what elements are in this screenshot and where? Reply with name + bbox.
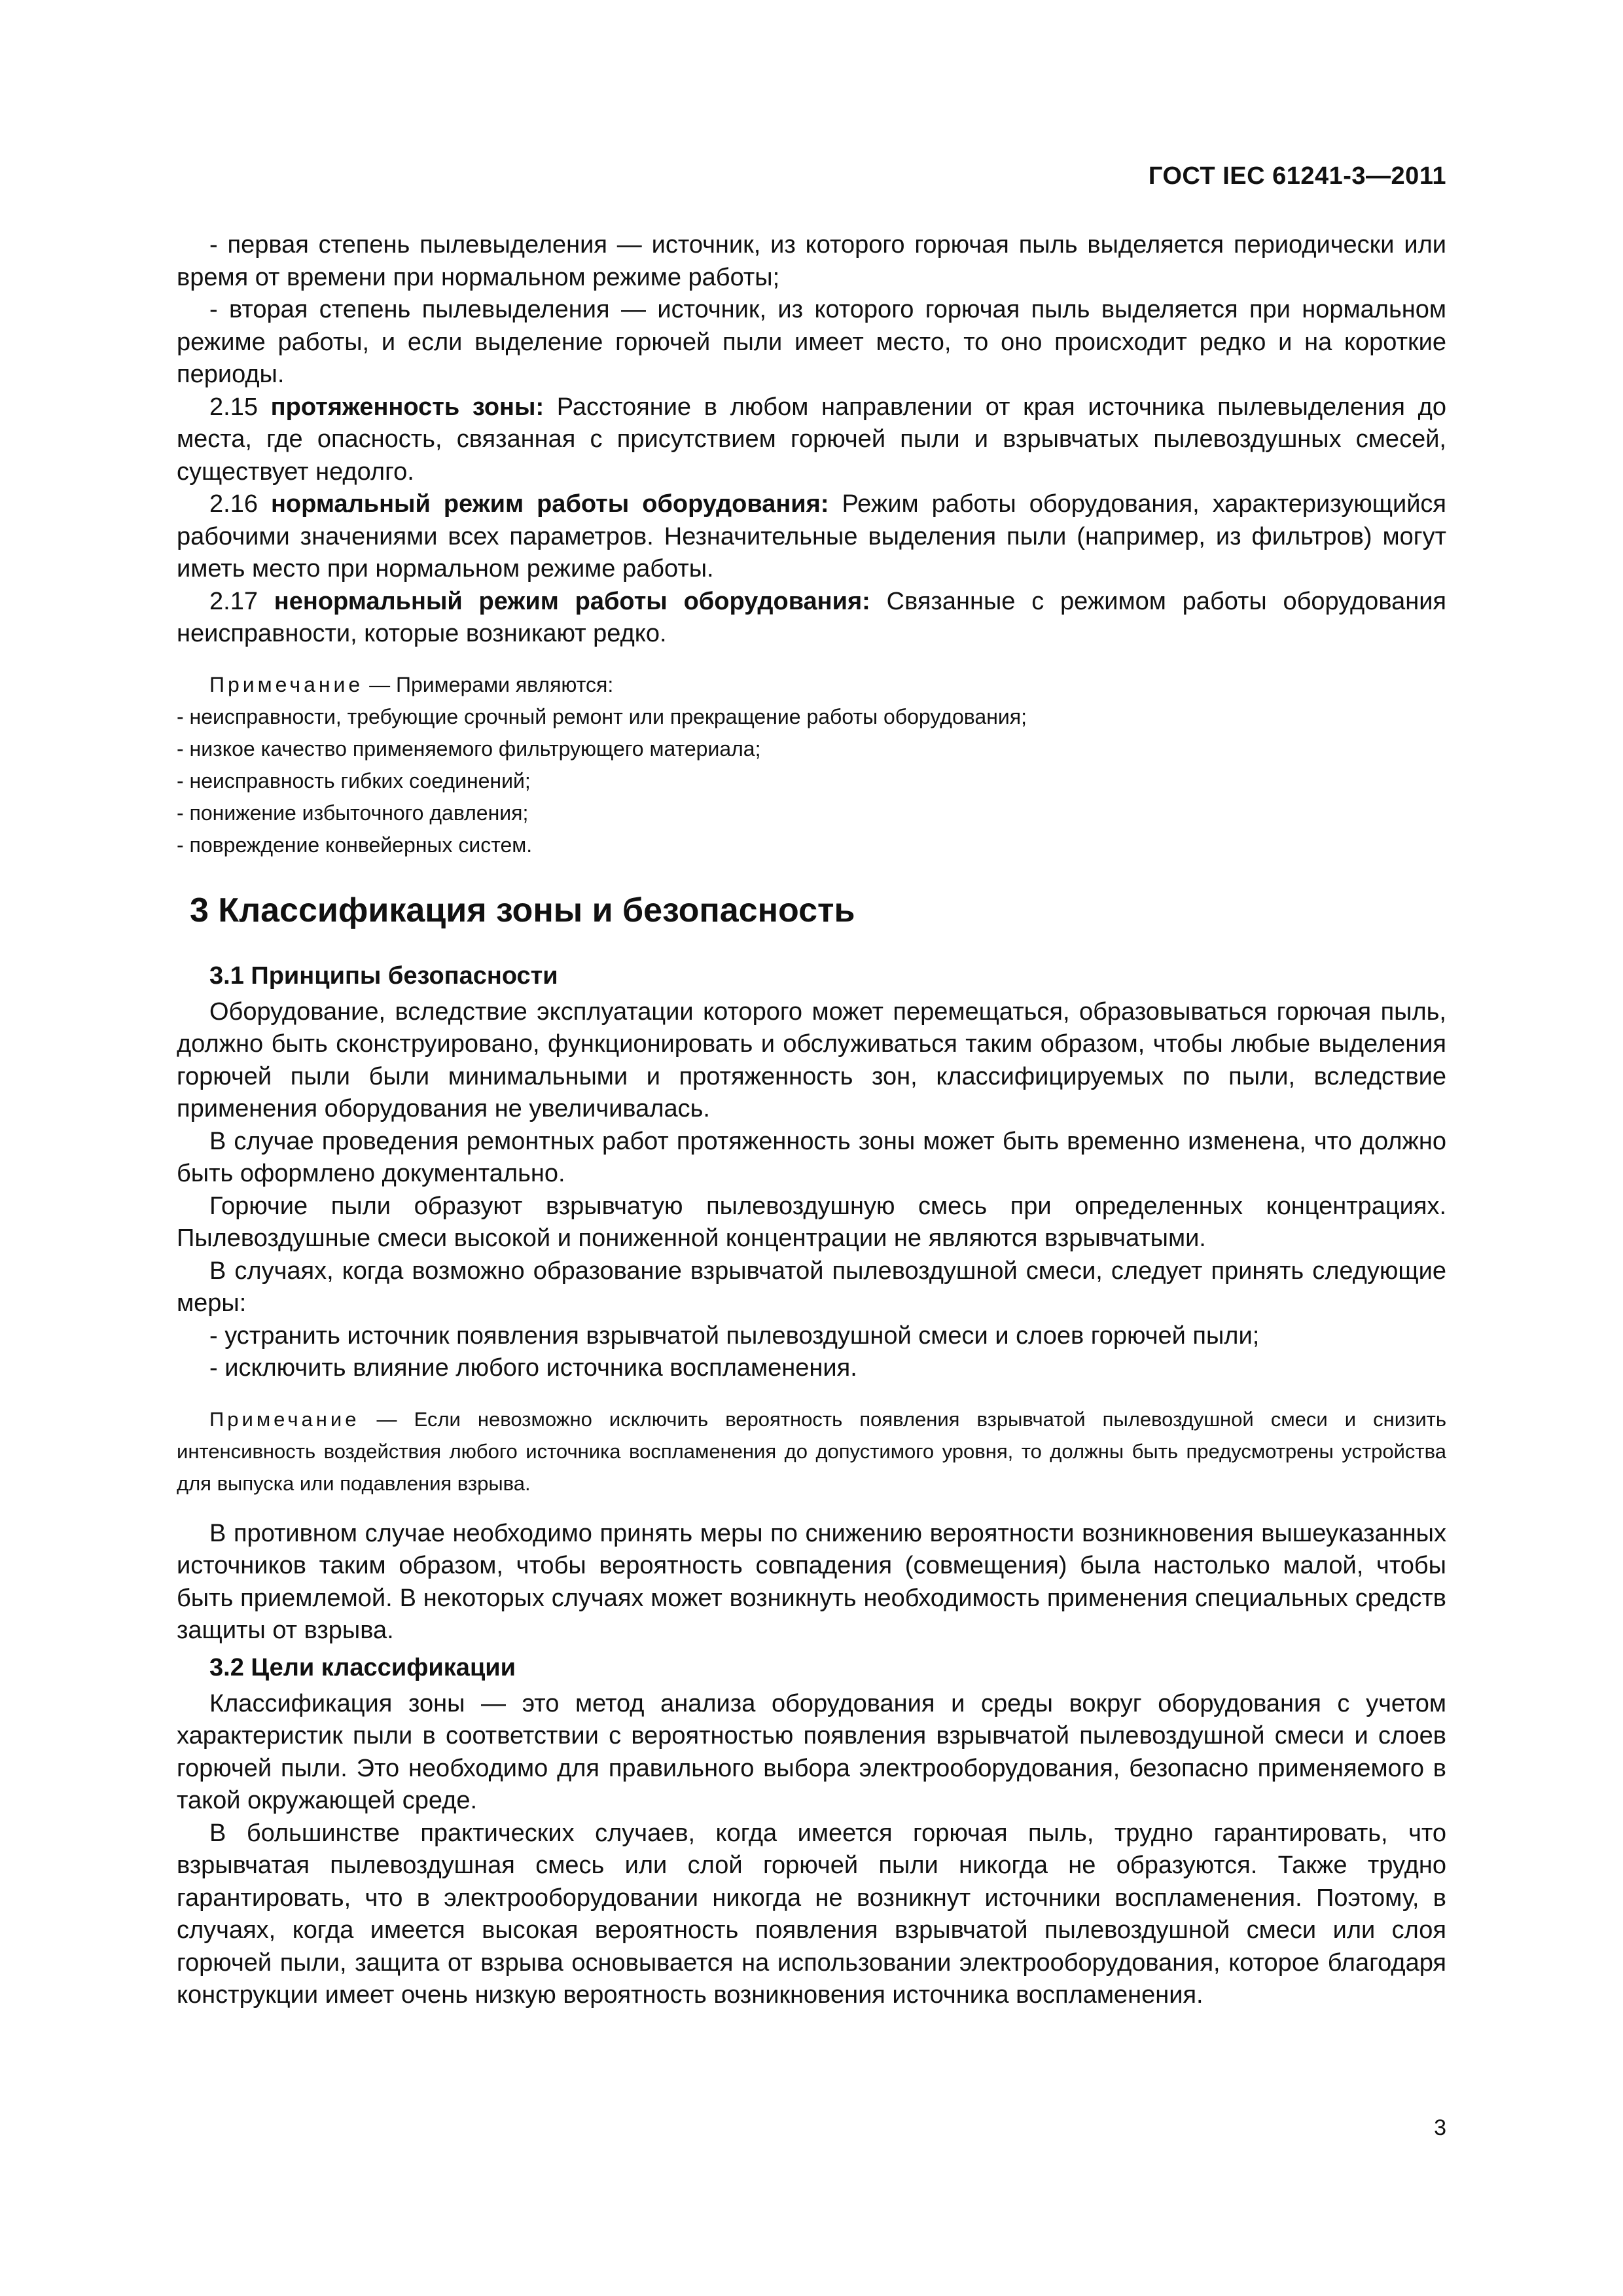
note-examples [177,669,1446,861]
note-heading [177,669,1446,701]
document-body [177,229,1446,2012]
term-text: Расстояние в любом направлении от края источника пылевыделения до места, где опасность, связанная с присутствием горючей пыли и взрывчатых пылевоздушных смесей, существует недолго. [177,393,1446,486]
term-number: 2.16 [209,490,258,518]
paragraph: Классификация зоны — это метод анализа оборудования и среды вокруг оборудования с учетом характеристик пыли в соответствии с вероятностью появления взрывчатой пылевоздушной смеси и слоев горючей пыли. Это необходимо для правильного выбора электрооборудования, безопасно применяемого в такой окружающей среде. [177,1689,1446,1814]
note-list-item: - неисправности, требующие срочный ремонт или прекращение работы оборудования; [177,704,1027,728]
paragraph: В случаях, когда возможно образование взрывчатой пылевоздушной смеси, следует принять следующие меры: [177,1257,1446,1317]
section-3-heading: 3 Классификация зоны и безопасность [190,891,855,929]
paragraph: Горючие пыли образуют взрывчатую пылевоздушную смесь при определенных концентрациях. Пылевоздушные смеси высокой и пониженной концентрации не являются взрывчатыми. [177,1192,1446,1252]
note-list-item: - повреждение конвейерных систем. [177,833,533,857]
paragraph: В большинстве практических случаев, когда имеется горючая пыль, трудно гарантировать, что взрывчатая пылевоздушная смесь или слой горючей пыли никогда не образуются. Также трудно гарантировать, что в электрооборудовании никогда не возникнут источники воспламенения. Поэтому, в случаях, когда имеется высокая вероятность появления взрывчатой пылевоздушной смеси или слоя горючей пыли, защита от взрыва основывается на использовании электрооборудования, которое благодаря конструкции имеет очень низкую вероятность возникновения источника воспламенения. [177,1819,1446,2009]
section-3-1-heading: 3.1 Принципы безопасности [209,961,558,990]
term-title: ненормальный режим работы оборудования: [274,587,870,615]
note-explosion [177,1403,1446,1499]
standard-header: ГОСТ IEC 61241-3—2011 [1148,162,1446,190]
term-number: 2.17 [209,587,258,615]
measure-item: - исключить влияние любого источника воспламенения. [209,1354,857,1382]
paragraph: В противном случае необходимо принять меры по снижению вероятности возникновения вышеуказанных источников таким образом, чтобы вероятность совпадения (совмещения) была настолько малой, чтобы быть приемлемой. В некоторых случаях может возникнуть необходимость применения специальных средств защиты от взрыва. [177,1519,1446,1644]
definition-item: - вторая степень пылевыделения — источник, из которого горючая пыль выделяется при нормальном режиме работы, и если выделение горючей пыли имеет место, то оно происходит редко и на короткие периоды. [177,296,1446,388]
term-text: Связанные с режимом работы оборудования неисправности, которые возникают редко. [177,587,1446,647]
page-number: 3 [1434,2115,1446,2140]
term-number: 2.15 [209,393,258,421]
term-2-15 [177,391,1446,489]
definition-item: - первая степень пылевыделения — источник, из которого горючая пыль выделяется периодически или время от времени при нормальном режиме работы; [177,231,1446,291]
note-list-item: - низкое качество применяемого фильтрующего материала; [177,736,761,761]
section-3-2-heading: 3.2 Цели классификации [209,1653,516,1681]
note-label: Примечание [209,1407,360,1431]
term-text: Режим работы оборудования, характеризующийся рабочими значениями всех параметров. Незначительные выделения пыли (например, из фильтров) могут иметь место при нормальном режиме работы. [177,490,1446,583]
note-text: Примечание — Если невозможно исключить вероятность появления взрывчатой пылевоздушной смеси и снизить интенсивность воздействия любого источника воспламенения до допустимого уровня, то должны быть предусмотрены устройства для выпуска или подавления взрыва. [177,1407,1446,1495]
note-intro: — Примерами являются: [363,672,614,696]
note-list-item: - понижение избыточного давления; [177,800,529,825]
note-list-item: - неисправность гибких соединений; [177,768,531,793]
note-label: Примечание [209,672,364,696]
term-title: протяженность зоны: [270,393,544,421]
paragraph: Оборудование, вследствие эксплуатации которого может перемещаться, образовываться горючая пыль, должно быть сконструировано, функционировать и обслуживаться таким образом, чтобы любые выделения горючей пыли были минимальными и протяженность зон, классифицируемых по пыли, вследствие применения оборудования не увеличивалась. [177,997,1446,1122]
term-2-17 [177,586,1446,651]
measure-item: - устранить источник появления взрывчатой пылевоздушной смеси и слоев горючей пыли; [209,1321,1260,1350]
paragraph: В случае проведения ремонтных работ протяженность зоны может быть временно изменена, что должно быть оформлено документально. [177,1127,1446,1187]
term-2-16 [177,488,1446,586]
term-title: нормальный режим работы оборудования: [270,490,829,518]
